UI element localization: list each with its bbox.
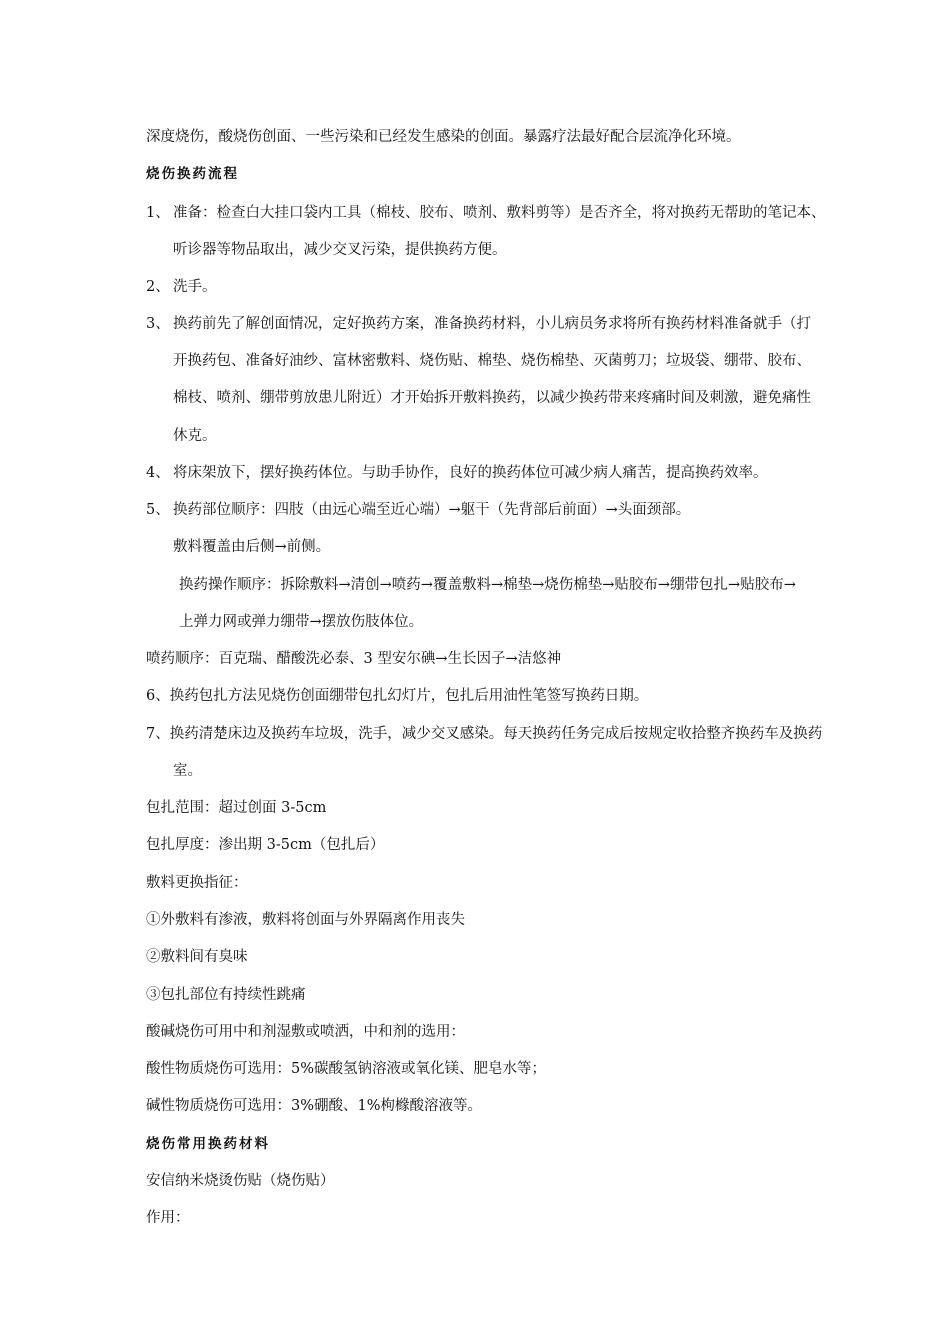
intro-paragraph: 深度烧伤，酸烧伤创面、一些污染和已经发生感染的创面。暴露疗法最好配合层流净化环境。 <box>146 129 741 145</box>
acid-burn-option: 酸性物质烧伤可选用：5%碳酸氢钠溶液或氧化镁、肥皂水等； <box>146 1061 547 1077</box>
wrap-range: 包扎范围：超过创面 3-5cm <box>146 800 327 816</box>
step-text: 将床架放下，摆好换药体位。与助手协作，良好的换药体位可减少病人痛苦，提高换药效率。 <box>173 465 768 481</box>
step-number: 3、 <box>146 316 170 332</box>
step-text: 换药前先了解创面情况，定好换药方案，准备换药材料，小儿病员务求将所有换药材料准备就手（打 <box>173 316 811 332</box>
step-1-continuation: 听诊器等物品取出，减少交叉污染，提供换药方便。 <box>173 242 507 258</box>
step-5-continuation: 上弹力网或弹力绷带→摆放伤肢体位。 <box>179 614 424 630</box>
step-text: 准备：检查白大挂口袋内工具（棉枝、胶布、喷剂、敷料剪等）是否齐全，将对换药无帮助的笔记本、 <box>173 205 826 221</box>
step-3 <box>146 314 811 334</box>
step-2 <box>146 277 217 297</box>
section-title-common-materials: 烧伤常用换药材料 <box>146 1136 270 1152</box>
acid-alkali-neutralizer: 酸碱烧伤可用中和剂湿敷或喷洒，中和剂的选用： <box>146 1024 465 1040</box>
step-number: 4、 <box>146 465 170 481</box>
step-4 <box>146 463 768 483</box>
step-3-continuation: 休克。 <box>173 428 217 444</box>
indication-item: ③包扎部位有持续性跳痛 <box>146 987 306 1003</box>
step-number: 1、 <box>146 205 170 221</box>
step-text: 换药部位顺序：四肢（由远心端至近心端）→躯干（先背部后前面）→头面颈部。 <box>173 502 691 518</box>
step-number: 5、 <box>146 502 170 518</box>
spray-order: 喷药顺序：百克瑞、醋酸洗必泰、3 型安尔碘→生长因子→洁悠神 <box>146 651 562 667</box>
wrap-thickness: 包扎厚度：渗出期 3-5cm（包扎后） <box>146 837 385 853</box>
step-7: 7、换药清楚床边及换药车垃圾，洗手，减少交叉感染。每天换药任务完成后按规定收拾整齐换药车及换药 <box>146 726 823 742</box>
effect-label: 作用： <box>146 1210 190 1226</box>
section-title-burn-dressing-process: 烧伤换药流程 <box>146 166 239 182</box>
step-3-continuation: 开换药包、准备好油纱、富林密敷料、烧伤贴、棉垫、烧伤棉垫、灭菌剪刀；垃圾袋、绷带、胶布、 <box>173 353 811 369</box>
material-item: 安信纳米烧烫伤贴（烧伤贴） <box>146 1173 335 1189</box>
step-7-continuation: 室。 <box>173 763 202 779</box>
step-3-continuation: 棉枝、喷剂、绷带剪放患儿附近）才开始拆开敷料换药，以减少换药带来疼痛时间及刺激，避免痛性 <box>173 390 811 406</box>
step-5-continuation: 换药操作顺序：拆除敷料→清创→喷药→覆盖敷料→棉垫→烧伤棉垫→贴胶布→绷带包扎→贴胶布→ <box>179 577 796 593</box>
step-5 <box>146 500 690 520</box>
indication-item: ①外敷料有渗液，敷料将创面与外界隔离作用丧失 <box>146 912 465 928</box>
step-number: 2、 <box>146 279 170 295</box>
indication-item: ②敷料间有臭味 <box>146 949 248 965</box>
step-text: 洗手。 <box>173 279 217 295</box>
alkali-burn-option: 碱性物质烧伤可选用：3%硼酸、1%枸橼酸溶液等。 <box>146 1098 483 1114</box>
step-6: 6、换药包扎方法见烧伤创面绷带包扎幻灯片，包扎后用油性笔签写换药日期。 <box>146 688 649 704</box>
step-5-continuation: 敷料覆盖由后侧→前侧。 <box>173 539 331 555</box>
change-indications-title: 敷料更换指征： <box>146 875 248 891</box>
step-1 <box>146 203 826 223</box>
